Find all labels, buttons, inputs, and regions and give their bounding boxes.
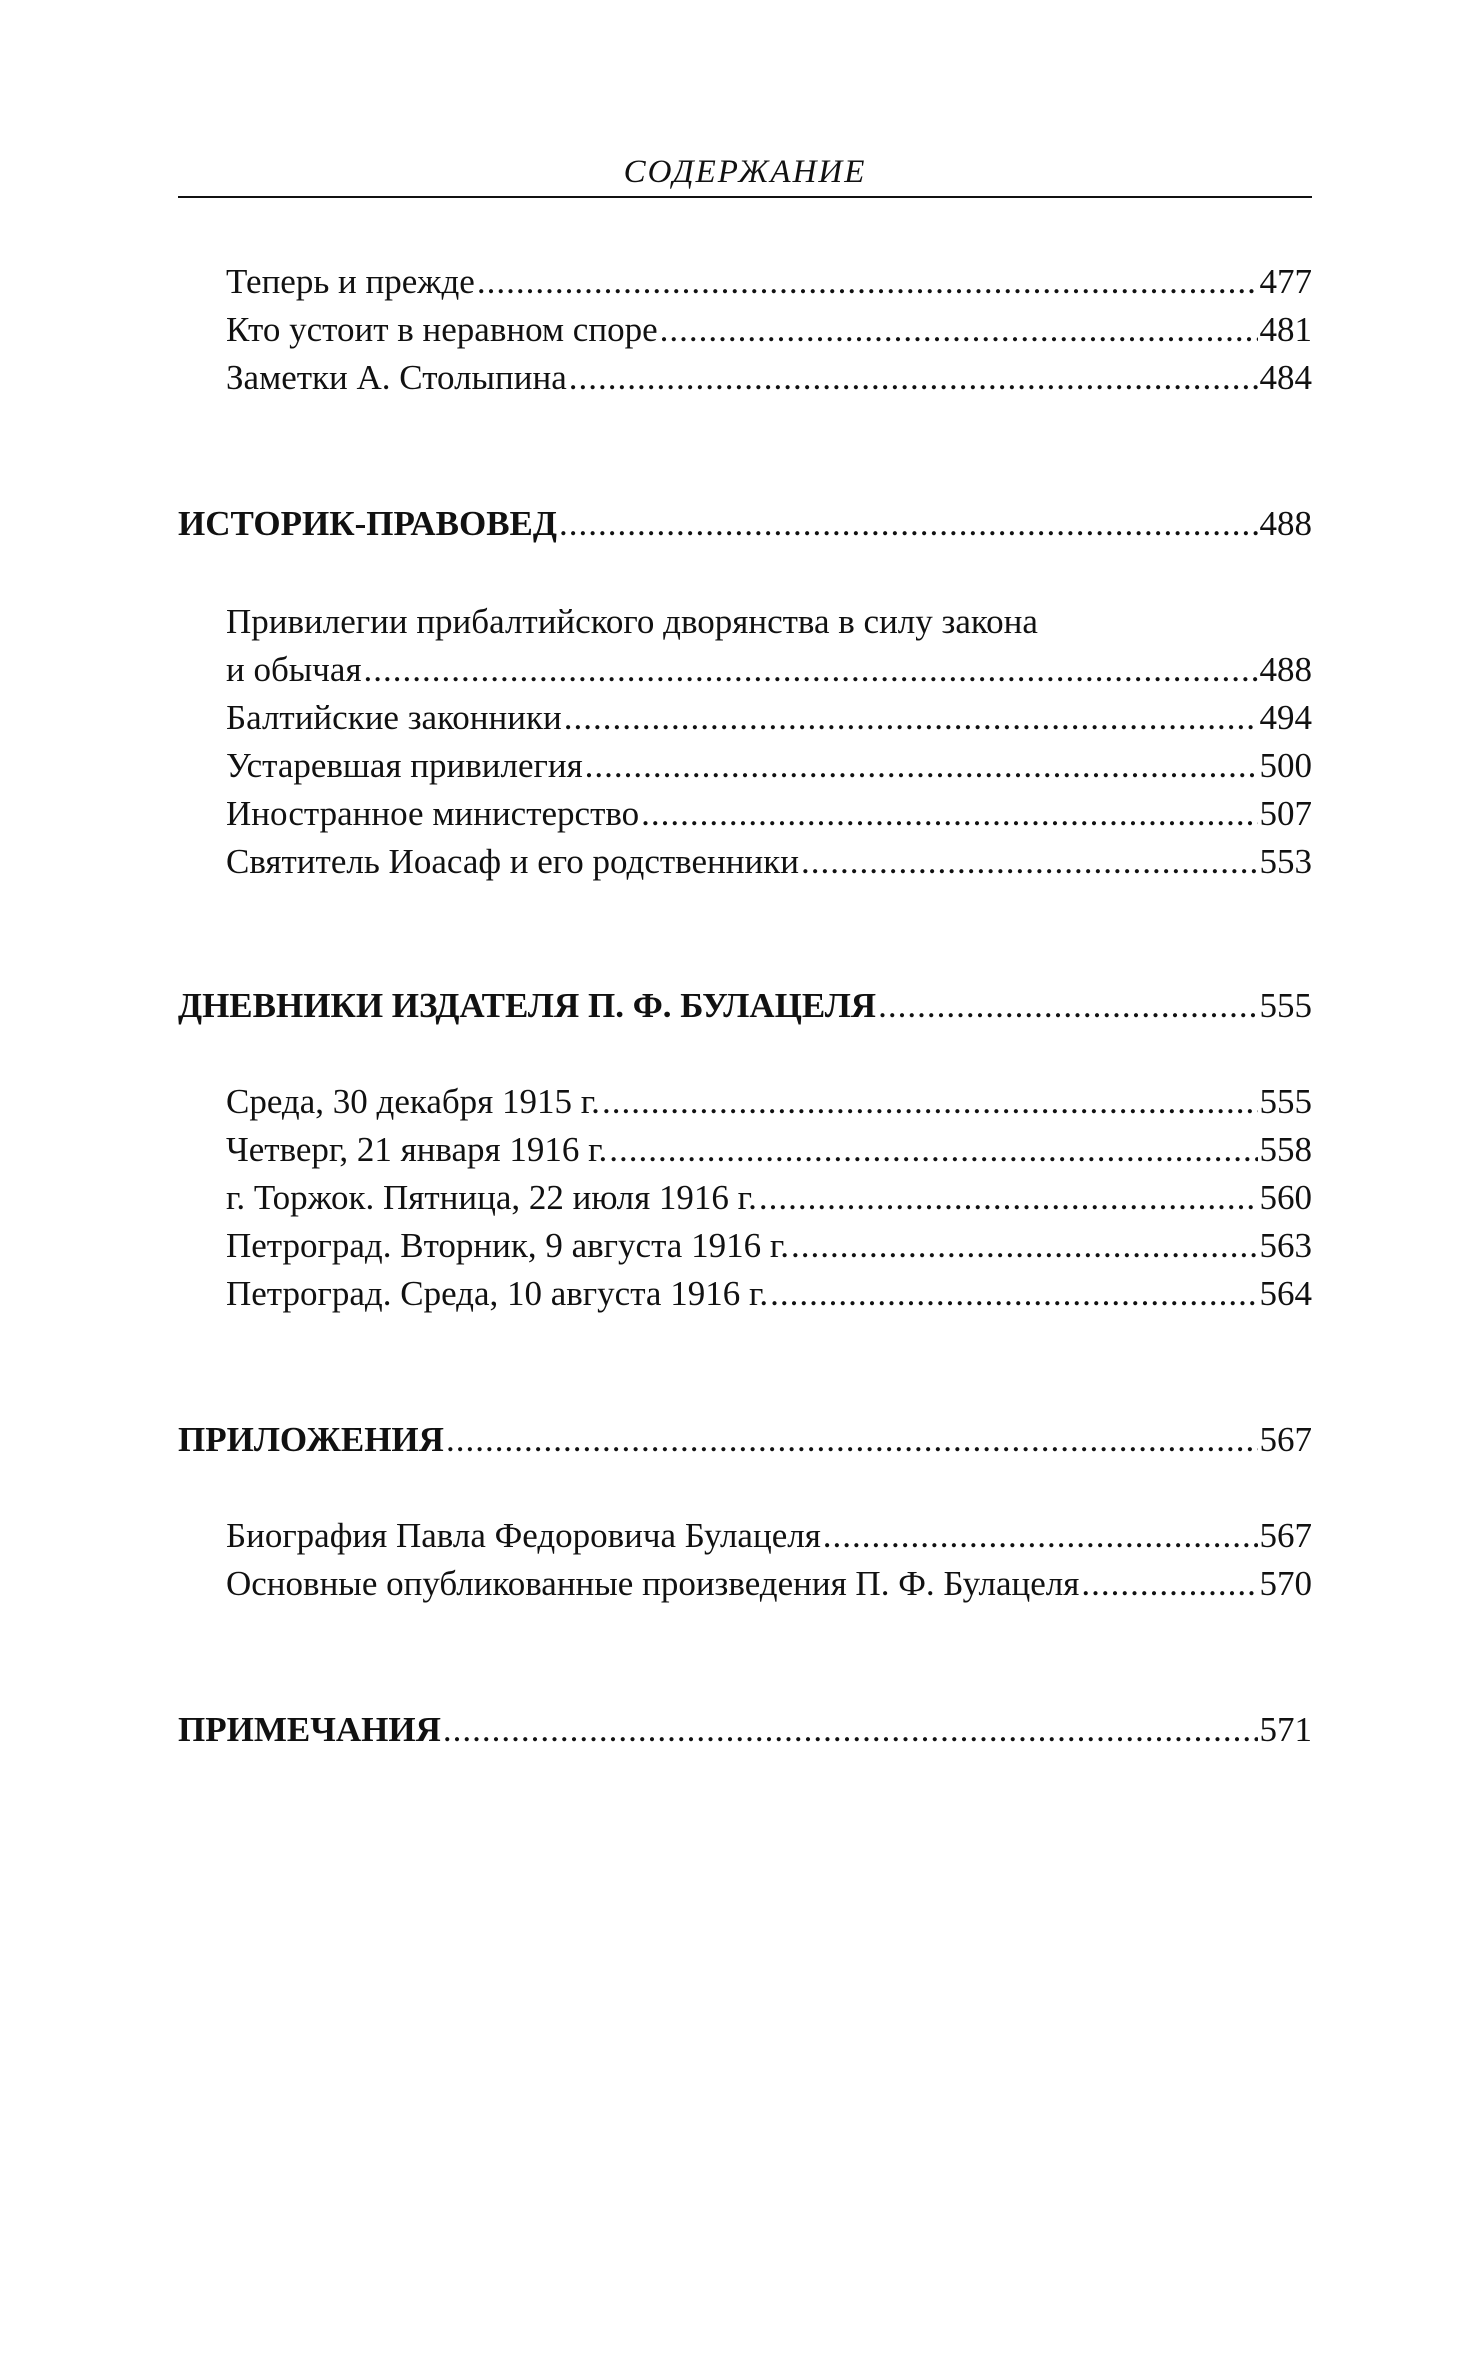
dot-leader xyxy=(564,694,1258,742)
toc-entry-title: Привилегии прибалтийского дворянства в силу закона xyxy=(226,602,1038,641)
toc-entry xyxy=(226,354,1312,402)
dot-leader xyxy=(364,646,1258,694)
toc-entry-title: Биография Павла Федоровича Булацеля xyxy=(226,1516,821,1555)
dot-leader xyxy=(477,258,1258,306)
toc-entry xyxy=(226,1512,1312,1560)
toc-entry-title: Основные опубликованные произведения П. Ф. Булацеля xyxy=(226,1564,1080,1603)
dot-leader xyxy=(609,1126,1257,1174)
toc-entry xyxy=(226,742,1312,790)
dot-leader xyxy=(585,742,1258,790)
dot-leader xyxy=(878,982,1257,1030)
toc-section-heading xyxy=(178,982,1312,1030)
toc-entry-title: Балтийские законники xyxy=(226,698,562,737)
toc-entry-page: 507 xyxy=(1259,794,1312,833)
toc-entry-title: Устаревшая привилегия xyxy=(226,746,583,785)
dot-leader xyxy=(660,306,1258,354)
toc-entry-title: Заметки А. Столыпина xyxy=(226,358,567,397)
dot-leader xyxy=(823,1512,1258,1560)
dot-leader xyxy=(559,500,1258,548)
toc-entry-page: 567 xyxy=(1259,1516,1312,1555)
toc-entry-page: 564 xyxy=(1259,1274,1312,1313)
toc-entry-title: Петроград. Вторник, 9 августа 1916 г. xyxy=(226,1226,789,1265)
toc-entry-page: 500 xyxy=(1259,746,1312,785)
toc-entry xyxy=(226,306,1312,354)
toc-entry-title: Петроград. Среда, 10 августа 1916 г. xyxy=(226,1274,769,1313)
dot-leader xyxy=(759,1174,1258,1222)
toc-entry xyxy=(226,838,1312,886)
toc-entry-page: 553 xyxy=(1259,842,1312,881)
section-page: 555 xyxy=(1259,986,1312,1025)
section-page: 488 xyxy=(1259,504,1312,543)
toc-entry-page: 555 xyxy=(1259,1082,1312,1121)
dot-leader xyxy=(801,838,1258,886)
toc-entry-page: 558 xyxy=(1259,1130,1312,1169)
section-title: ДНЕВНИКИ ИЗДАТЕЛЯ П. Ф. БУЛАЦЕЛЯ xyxy=(178,986,877,1025)
toc-entry xyxy=(226,694,1312,742)
dot-leader xyxy=(569,354,1258,402)
toc-entry xyxy=(226,646,1312,694)
dot-leader xyxy=(602,1078,1258,1126)
toc-section-heading xyxy=(178,500,1312,548)
toc-entry-title: Святитель Иоасаф и его родственники xyxy=(226,842,799,881)
toc-entry-page: 484 xyxy=(1259,358,1312,397)
section-page: 567 xyxy=(1259,1420,1312,1459)
toc-entry-title: Иностранное министерство xyxy=(226,794,640,833)
toc-entry xyxy=(226,1560,1312,1608)
toc-entry-page: 477 xyxy=(1259,262,1312,301)
toc-entry xyxy=(226,1126,1312,1174)
toc-entry-title: и обычая xyxy=(226,650,362,689)
toc-entry-page: 563 xyxy=(1259,1226,1312,1265)
toc-entry xyxy=(226,1174,1312,1222)
dot-leader xyxy=(641,790,1257,838)
running-head: СОДЕРЖАНИЕ xyxy=(623,154,867,190)
toc-entry-title: Теперь и прежде xyxy=(226,262,475,301)
toc-entry-title: Четверг, 21 января 1916 г. xyxy=(226,1130,608,1169)
toc-section-heading xyxy=(178,1416,1312,1464)
toc-entry xyxy=(226,1078,1312,1126)
dot-leader xyxy=(1081,1560,1257,1608)
toc-entry xyxy=(226,258,1312,306)
toc-entry-page: 494 xyxy=(1259,698,1312,737)
toc-entry xyxy=(226,1270,1312,1318)
toc-entry-title: Среда, 30 декабря 1915 г. xyxy=(226,1082,600,1121)
section-title: ПРИМЕЧАНИЯ xyxy=(178,1710,441,1749)
toc-entry xyxy=(226,598,1312,646)
toc-entry-page: 570 xyxy=(1259,1564,1312,1603)
toc-section-heading xyxy=(178,1706,1312,1754)
toc-entry-page: 481 xyxy=(1259,310,1312,349)
dot-leader xyxy=(770,1270,1257,1318)
dot-leader xyxy=(446,1416,1258,1464)
section-title: ИСТОРИК-ПРАВОВЕД xyxy=(178,504,557,543)
section-title: ПРИЛОЖЕНИЯ xyxy=(178,1420,444,1459)
toc-entry-page: 560 xyxy=(1259,1178,1312,1217)
dot-leader xyxy=(791,1222,1258,1270)
toc-entry-page: 488 xyxy=(1259,650,1312,689)
toc-entry-title: Кто устоит в неравном споре xyxy=(226,310,658,349)
toc-entry-title: г. Торжок. Пятница, 22 июля 1916 г. xyxy=(226,1178,757,1217)
section-page: 571 xyxy=(1259,1710,1312,1749)
dot-leader xyxy=(443,1706,1258,1754)
toc-entry xyxy=(226,790,1312,838)
header-rule xyxy=(178,196,1312,198)
toc-entry xyxy=(226,1222,1312,1270)
